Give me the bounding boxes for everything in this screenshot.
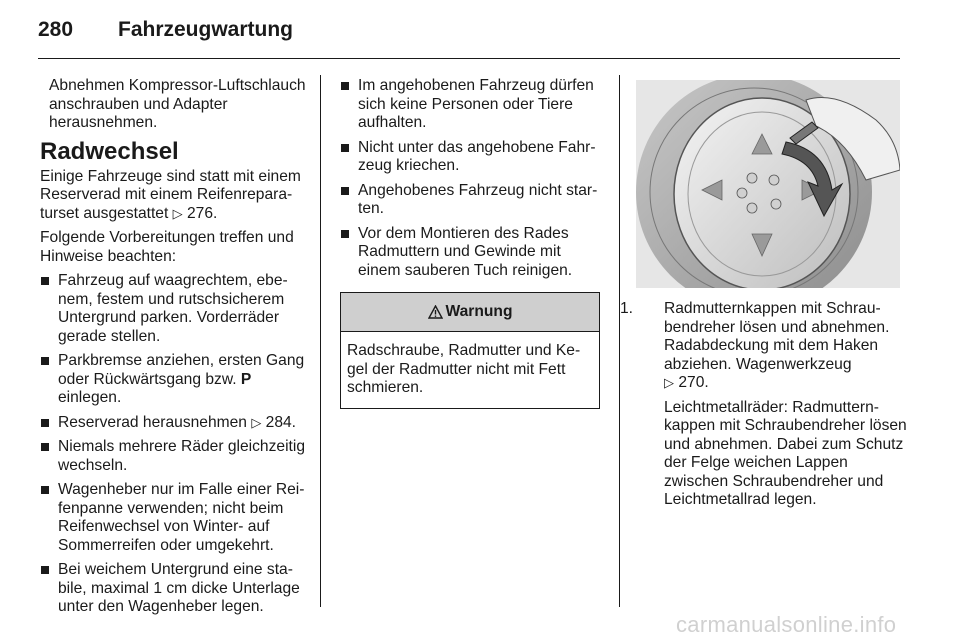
- list-item: Fahrzeug auf waagrechtem, ebenem, festem und rutschsicherem Untergrund parken. Vorderräder gerade stellen.: [40, 272, 308, 346]
- bullet-square-icon: [341, 82, 349, 90]
- paragraph: Folgende Vorbereitungen treffen und Hinweise beachten:: [40, 229, 294, 265]
- bullet-square-icon: [41, 486, 49, 494]
- warning-triangle-icon: [428, 305, 443, 319]
- page-reference-link[interactable]: 284.: [265, 413, 297, 431]
- list-item: Niemals mehrere Räder gleichzeitig wechseln.: [40, 438, 308, 475]
- bullet-list: [340, 77, 602, 280]
- column-middle: [340, 77, 602, 409]
- page-header: [38, 18, 900, 59]
- section-heading: Radwechsel: [40, 137, 179, 165]
- reference-arrow-icon: ▷: [664, 375, 674, 390]
- column-right: [620, 300, 910, 510]
- bullet-square-icon: [41, 566, 49, 574]
- list-item: Bei weichem Untergrund eine stabile, maximal 1 cm dicke Unterlage unter den Wagenheber legen.: [40, 561, 308, 617]
- bullet-square-icon: [41, 419, 49, 427]
- page-reference-link[interactable]: 270.: [678, 374, 709, 391]
- list-item: Wagenheber nur im Falle einer Reifenpanne verwenden; nicht beim Reifenwechsel von Winter- auf Sommerreifen oder umgekehrt.: [40, 481, 308, 555]
- wheel-cover-illustration: [636, 80, 900, 288]
- bullet-square-icon: [341, 230, 349, 238]
- list-item: Im angehobenen Fahrzeug dürfen sich keine Personen oder Tiere aufhalten.: [340, 77, 602, 133]
- warning-header: [341, 293, 599, 332]
- bullet-square-icon: [41, 277, 49, 285]
- paragraph: Einige Fahrzeuge sind statt mit einem Reserverad mit einem Reifenreparaturset ausgestattet ▷ 276.: [40, 167, 301, 222]
- page-number: 280: [38, 18, 74, 41]
- bullet-square-icon: [41, 357, 49, 365]
- list-item: Vor dem Montieren des Rades Radmuttern und Gewinde mit einem sauberen Tuch reinigen.: [340, 225, 602, 281]
- warning-title: Warnung: [445, 302, 513, 320]
- page-title: Fahrzeugwartung: [118, 18, 294, 41]
- reference-arrow-icon: ▷: [251, 414, 262, 430]
- bullet-square-icon: [341, 187, 349, 195]
- list-item: Parkbremse anziehen, ersten Gang oder Rückwärtsgang bzw. P einlegen.: [40, 352, 308, 408]
- reference-arrow-icon: ▷: [172, 205, 183, 221]
- numbered-list: [620, 300, 910, 510]
- list-item: Nicht unter das angehobene Fahrzeug kriechen.: [340, 139, 602, 176]
- intro-text: Abnehmen Kompressor-Luftschlauch anschrauben und Adapter herausnehmen.: [49, 77, 306, 131]
- step-number: 1.: [620, 300, 634, 317]
- bullet-list: [40, 272, 308, 617]
- column-left: [40, 77, 308, 623]
- warning-box: [340, 292, 600, 409]
- step-text: Radmutternkappen mit Schraubendreher lösen und abnehmen. Radabdeckung mit dem Haken abziehen. Wagenwerkzeug ▷ 270.: [664, 300, 890, 391]
- list-item: Reserverad herausnehmen ▷ 284.: [40, 414, 308, 433]
- bullet-square-icon: [341, 144, 349, 152]
- list-item: [620, 300, 910, 510]
- warning-text: Radschraube, Radmutter und Kegel der Radmutter nicht mit Fett schmieren.: [347, 342, 581, 396]
- column-divider: [320, 75, 321, 607]
- step-note: Leichtmetallräder: Radmutternkappen mit Schraubendreher lösen und abnehmen. Dabei zum Schutz der Felge weichen Lappen zwischen Schraubendreher und Leichtmetallrad legen.: [664, 398, 907, 508]
- bullet-square-icon: [41, 443, 49, 451]
- watermark: carmanualsonline.info: [676, 612, 897, 637]
- page-reference-link[interactable]: 276.: [186, 204, 218, 222]
- list-item: Angehobenes Fahrzeug nicht starten.: [340, 182, 602, 219]
